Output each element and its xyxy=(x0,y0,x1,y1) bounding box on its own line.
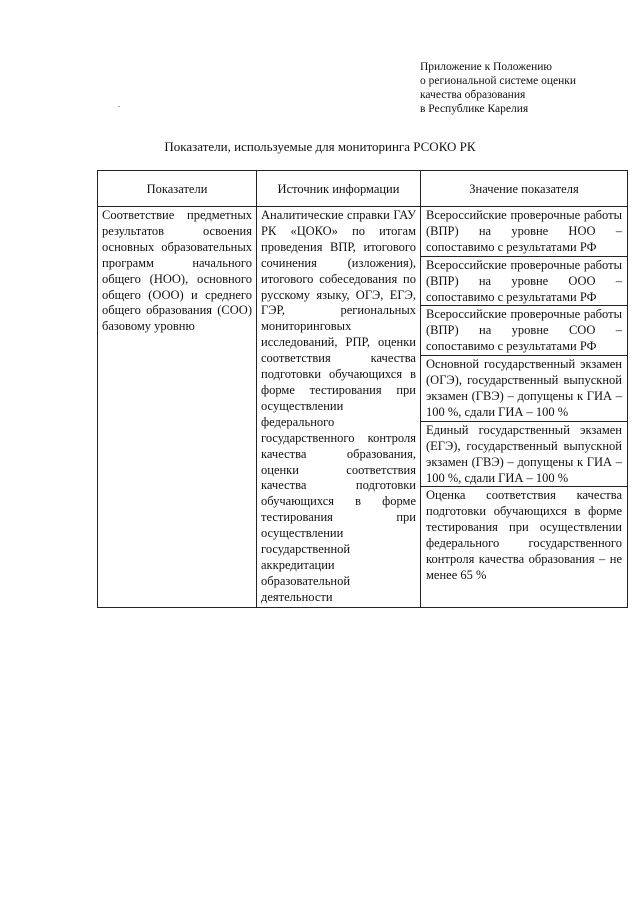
header-source: Источник информации xyxy=(257,171,421,207)
appendix-line: качества образования xyxy=(420,89,526,101)
header-indicators: Показатели xyxy=(98,171,257,207)
appendix-line: о региональной системе оценки xyxy=(420,75,577,87)
scan-mark xyxy=(118,106,120,107)
value-item: Единый государственный экзамен (ЕГЭ), государственный выпускной экзамен (ГВЭ) – допущены к ГИА – 100 %, сдали ГИА – 100 % xyxy=(421,422,627,488)
indicators-table xyxy=(97,170,628,608)
document-title: Показатели, используемые для мониторинга РСОКО РК xyxy=(164,139,476,154)
indicator-cell: Соответствие предметных результатов освоения основных образовательных программ начального общего (НОО), основного общего (ООО) и среднего общего образования (СОО) базовому уровню xyxy=(98,207,257,608)
value-item: Всероссийские проверочные работы (ВПР) на уровне СОО – сопоставимо с результатами РФ xyxy=(421,306,627,356)
value-item: Всероссийские проверочные работы (ВПР) на уровне ООО – сопоставимо с результатами РФ xyxy=(421,257,627,307)
appendix-line: в Республике Карелия xyxy=(420,103,529,115)
table-row xyxy=(98,207,628,608)
header-value: Значение показателя xyxy=(421,171,628,207)
value-item: Оценка соответствия качества подготовки обучающихся в форме тестирования при осуществлении федерального государственного контроля качества образования – не менее 65 % xyxy=(426,488,622,582)
source-cell: Аналитические справки ГАУ РК «ЦОКО» по итогам проведения ВПР, итогового сочинения (изложения), итогового собеседования по русскому языку, ОГЭ, ЕГЭ, ГЭР, региональных мониторинговых исследований, РПР, оценки соответствия качества подготовки обучающихся в форме тестирования при осуществлении федерального государственного контроля качества образования, оценки соответствия качества подготовки обучающихся в форме тестирования при осуществлении государственной аккредитации образовательной деятельности xyxy=(257,207,421,608)
value-item: Всероссийские проверочные работы (ВПР) на уровне НОО – сопоставимо с результатами РФ xyxy=(421,207,627,257)
appendix-line: Приложение к Положению xyxy=(420,61,552,73)
values-cell xyxy=(421,207,628,608)
table-header-row xyxy=(98,171,628,207)
appendix-note xyxy=(420,60,576,116)
value-item: Основной государственный экзамен (ОГЭ), государственный выпускной экзамен (ГВЭ) – допущены к ГИА – 100 %, сдали ГИА – 100 % xyxy=(421,356,627,422)
